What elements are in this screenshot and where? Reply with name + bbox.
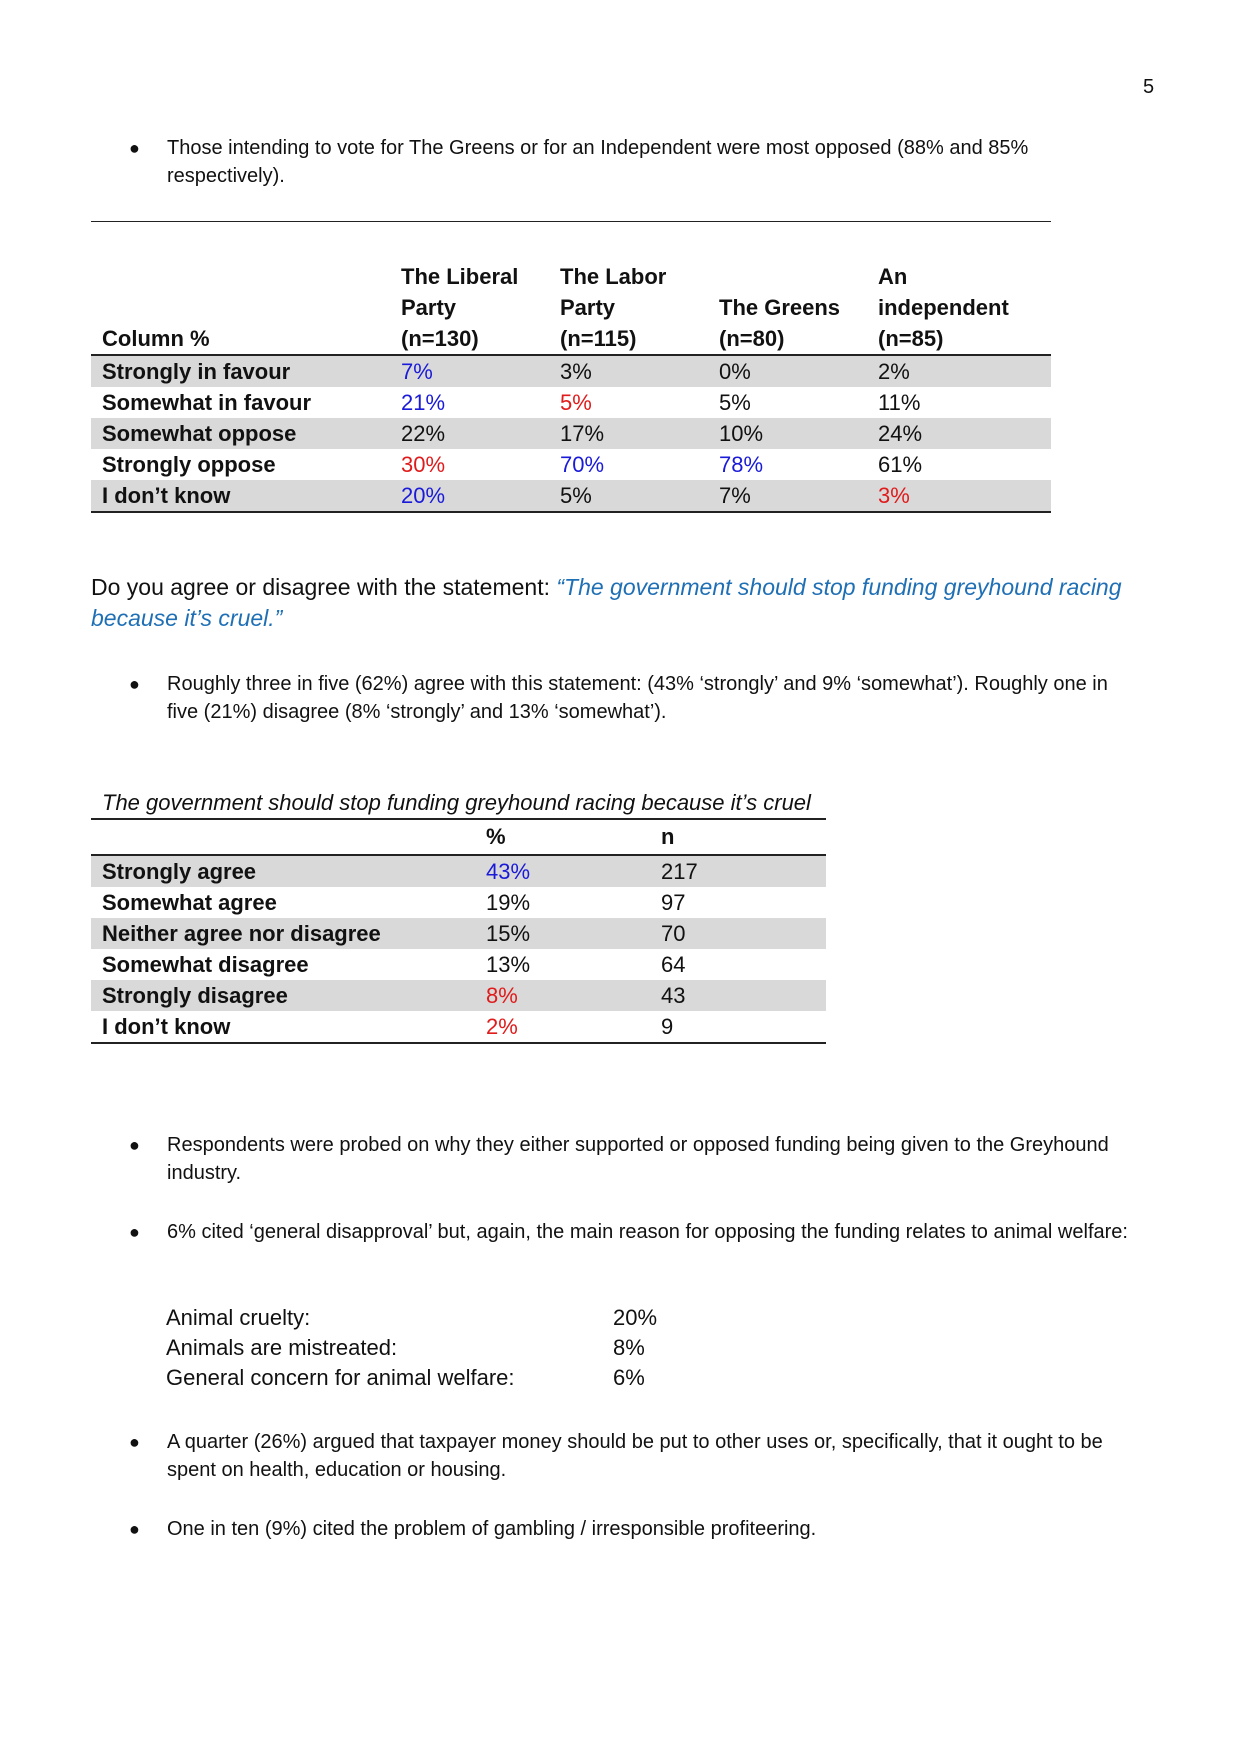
percent-cell: 15% <box>486 921 531 946</box>
table-cell: 21% <box>401 390 446 415</box>
column-header-labor: The Labor Party (n=115) <box>560 264 667 351</box>
table-cell: 7% <box>719 483 751 508</box>
agreement-table <box>91 788 826 1044</box>
table-body <box>91 856 826 1042</box>
divider <box>91 221 1051 222</box>
table-cell: 7% <box>401 359 433 384</box>
bullet-text: A quarter (26%) argued that taxpayer money should be put to other uses or, specifically, that it ought to be spent on health, education or housing. <box>167 1431 1103 1481</box>
bullet-icon: ● <box>129 1432 140 1452</box>
bullet-icon: ● <box>129 674 140 694</box>
corner-label: Column % <box>102 326 210 351</box>
bullet-icon: ● <box>129 1222 140 1242</box>
bottom-rule <box>91 511 1051 513</box>
column-header-percent: % <box>486 824 506 849</box>
question-quote: “The government should stop funding greyhound racing because it’s cruel.” <box>91 574 1122 631</box>
bullet-text: Roughly three in five (62%) agree with this statement: (43% ‘strongly’ and 9% ‘somewhat’). Roughly one in five (21%) disagree (8% ‘strongly’ and 13% ‘somewhat’). <box>167 673 1108 723</box>
table-cell: 10% <box>719 421 764 446</box>
table-row <box>91 449 1051 480</box>
row-label: I don’t know <box>102 483 231 508</box>
survey-question <box>91 572 1151 634</box>
bullet-greens-opposed <box>129 134 1089 190</box>
count-cell: 9 <box>661 1014 674 1039</box>
table-cell: 70% <box>560 452 605 477</box>
table-cell: 17% <box>560 421 605 446</box>
row-label: Somewhat disagree <box>102 952 309 977</box>
table-cell: 5% <box>560 390 592 415</box>
table-cell: 5% <box>560 483 592 508</box>
table-row <box>91 918 826 949</box>
table-cell: 0% <box>719 359 751 384</box>
bullet-icon: ● <box>129 138 140 158</box>
reason-item <box>166 1333 686 1363</box>
table-row <box>91 387 1051 418</box>
reason-label: General concern for animal welfare: <box>166 1365 515 1390</box>
bullet-icon: ● <box>129 1519 140 1539</box>
row-label: I don’t know <box>102 1014 231 1039</box>
bullet-taxpayer-money <box>129 1428 1139 1484</box>
row-label: Somewhat in favour <box>102 390 312 415</box>
table-row <box>91 980 826 1011</box>
percent-cell: 13% <box>486 952 531 977</box>
table-cell: 5% <box>719 390 751 415</box>
reason-value: 20% <box>613 1305 658 1330</box>
table-row <box>91 356 1051 387</box>
bullet-general-disapproval <box>129 1218 1139 1246</box>
row-label: Strongly in favour <box>102 359 291 384</box>
table-header <box>91 262 1051 354</box>
count-cell: 43 <box>661 983 686 1008</box>
table-cell: 30% <box>401 452 446 477</box>
reasons-list <box>166 1303 686 1393</box>
bullet-text: Respondents were probed on why they either supported or opposed funding being given to the Greyhound industry. <box>167 1134 1109 1184</box>
table-row <box>91 1011 826 1042</box>
table-cell: 2% <box>878 359 910 384</box>
table-cell: 78% <box>719 452 764 477</box>
table-row <box>91 856 826 887</box>
count-cell: 70 <box>661 921 686 946</box>
column-header-greens: The Greens (n=80) <box>719 295 841 351</box>
reason-item <box>166 1363 686 1393</box>
table-cell: 20% <box>401 483 446 508</box>
count-cell: 97 <box>661 890 686 915</box>
row-label: Somewhat agree <box>102 890 277 915</box>
bullet-text: Those intending to vote for The Greens or for an Independent were most opposed (88% and 85% respectively). <box>167 137 1029 187</box>
count-cell: 217 <box>661 859 698 884</box>
table-row <box>91 887 826 918</box>
party-vote-table <box>91 262 1051 513</box>
bullet-icon: ● <box>129 1135 140 1155</box>
row-label: Strongly oppose <box>102 452 276 477</box>
page-number: 5 <box>1143 76 1155 98</box>
bullet-gambling <box>129 1515 1139 1543</box>
column-header-liberal: The Liberal Party (n=130) <box>401 264 519 351</box>
reason-label: Animals are mistreated: <box>166 1335 398 1360</box>
row-label: Neither agree nor disagree <box>102 921 381 946</box>
percent-cell: 19% <box>486 890 531 915</box>
row-label: Somewhat oppose <box>102 421 297 446</box>
percent-cell: 43% <box>486 859 531 884</box>
bullet-text: One in ten (9%) cited the problem of gambling / irresponsible profiteering. <box>167 1518 817 1540</box>
bottom-rule <box>91 1042 826 1044</box>
bullet-respondents-probed <box>129 1131 1139 1187</box>
reason-label: Animal cruelty: <box>166 1305 311 1330</box>
percent-cell: 2% <box>486 1014 518 1039</box>
bullet-text: 6% cited ‘general disapproval’ but, again, the main reason for opposing the funding relates to animal welfare: <box>167 1221 1128 1243</box>
table-cell: 24% <box>878 421 923 446</box>
reason-value: 8% <box>613 1335 645 1360</box>
reason-value: 6% <box>613 1365 645 1390</box>
table-cell: 22% <box>401 421 446 446</box>
table-caption: The government should stop funding greyhound racing because it’s cruel <box>102 790 811 815</box>
table-cell: 61% <box>878 452 923 477</box>
table-cell: 3% <box>878 483 910 508</box>
row-label: Strongly disagree <box>102 983 288 1008</box>
table-row <box>91 949 826 980</box>
table-body <box>91 356 1051 511</box>
table-header <box>91 820 826 854</box>
column-header-independent: An independent (n=85) <box>878 264 1009 351</box>
table-cell: 11% <box>878 390 921 415</box>
table-cell: 3% <box>560 359 592 384</box>
table-row <box>91 480 1051 511</box>
question-prefix: Do you agree or disagree with the statement: <box>91 574 557 600</box>
column-header-n: n <box>661 824 675 849</box>
percent-cell: 8% <box>486 983 518 1008</box>
reason-item <box>166 1303 686 1333</box>
row-label: Strongly agree <box>102 859 257 884</box>
bullet-agree-summary <box>129 670 1139 726</box>
count-cell: 64 <box>661 952 686 977</box>
table-row <box>91 418 1051 449</box>
